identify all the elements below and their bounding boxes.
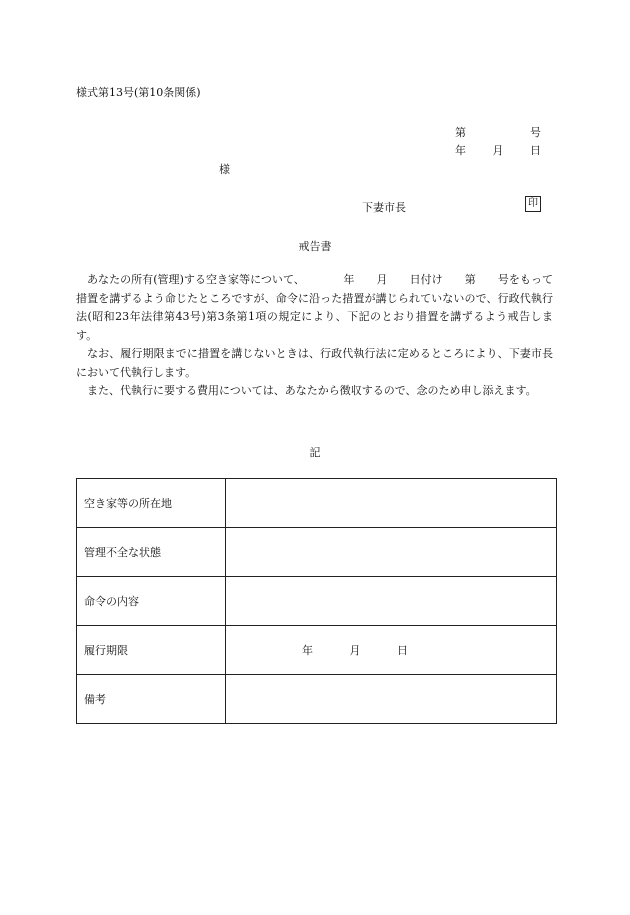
row-value-order: [226, 577, 557, 626]
addressee-suffix: 様: [219, 163, 230, 176]
body-paragraph-1: あなたの所有(管理)する空き家等について、 年 月 日付け 第 号をもって措置を講ずるよう命じたところですが、命令に沿った措置が講じられていないので、行政代執行法(昭和23年法律第43号)第3条第1項の規定により、下記のとおり措置を講ずるよう戒告します。: [76, 273, 553, 342]
body-text: [76, 271, 553, 401]
number-prefix: 第: [455, 126, 466, 139]
date-day: 日: [530, 144, 541, 157]
row-label-location: 空き家等の所在地: [77, 479, 226, 528]
body-paragraph-3: また、代執行に要する費用については、あなたから徴収するので、念のため申し添えます。: [87, 384, 537, 397]
row-label-order: 命令の内容: [77, 577, 226, 626]
row-label-remarks: 備考: [77, 675, 226, 724]
date-month: 月: [492, 144, 504, 157]
issue-date-line: [455, 142, 541, 158]
seal-mark: 印: [525, 196, 541, 212]
document-number-line: [455, 124, 541, 140]
row-label-deadline: 履行期限: [77, 626, 226, 675]
table-row: [77, 577, 557, 626]
row-label-condition: 管理不全な状態: [77, 528, 226, 577]
deadline-day: 日: [397, 644, 408, 657]
number-suffix: 号: [530, 126, 541, 139]
form-number: 様式第13号(第10条関係): [76, 86, 201, 99]
row-value-condition: [226, 528, 557, 577]
date-year: 年: [455, 144, 466, 157]
table-row: [77, 675, 557, 724]
table-row: [77, 626, 557, 675]
ki-heading: 記: [309, 446, 321, 459]
issuer-name: 下妻市長: [362, 201, 406, 214]
body-paragraph-2: なお、履行期限までに措置を講じないときは、行政代執行法に定めるところにより、下妻市長において代執行します。: [76, 347, 553, 379]
row-value-remarks: [226, 675, 557, 724]
row-value-location: [226, 479, 557, 528]
details-table: [76, 478, 557, 724]
document-title: 戒告書: [298, 240, 332, 253]
deadline-date-units: [302, 642, 408, 658]
table-row: [77, 479, 557, 528]
row-value-deadline: [226, 626, 557, 675]
deadline-year: 年: [302, 644, 313, 657]
deadline-month: 月: [349, 644, 361, 657]
table-row: [77, 528, 557, 577]
